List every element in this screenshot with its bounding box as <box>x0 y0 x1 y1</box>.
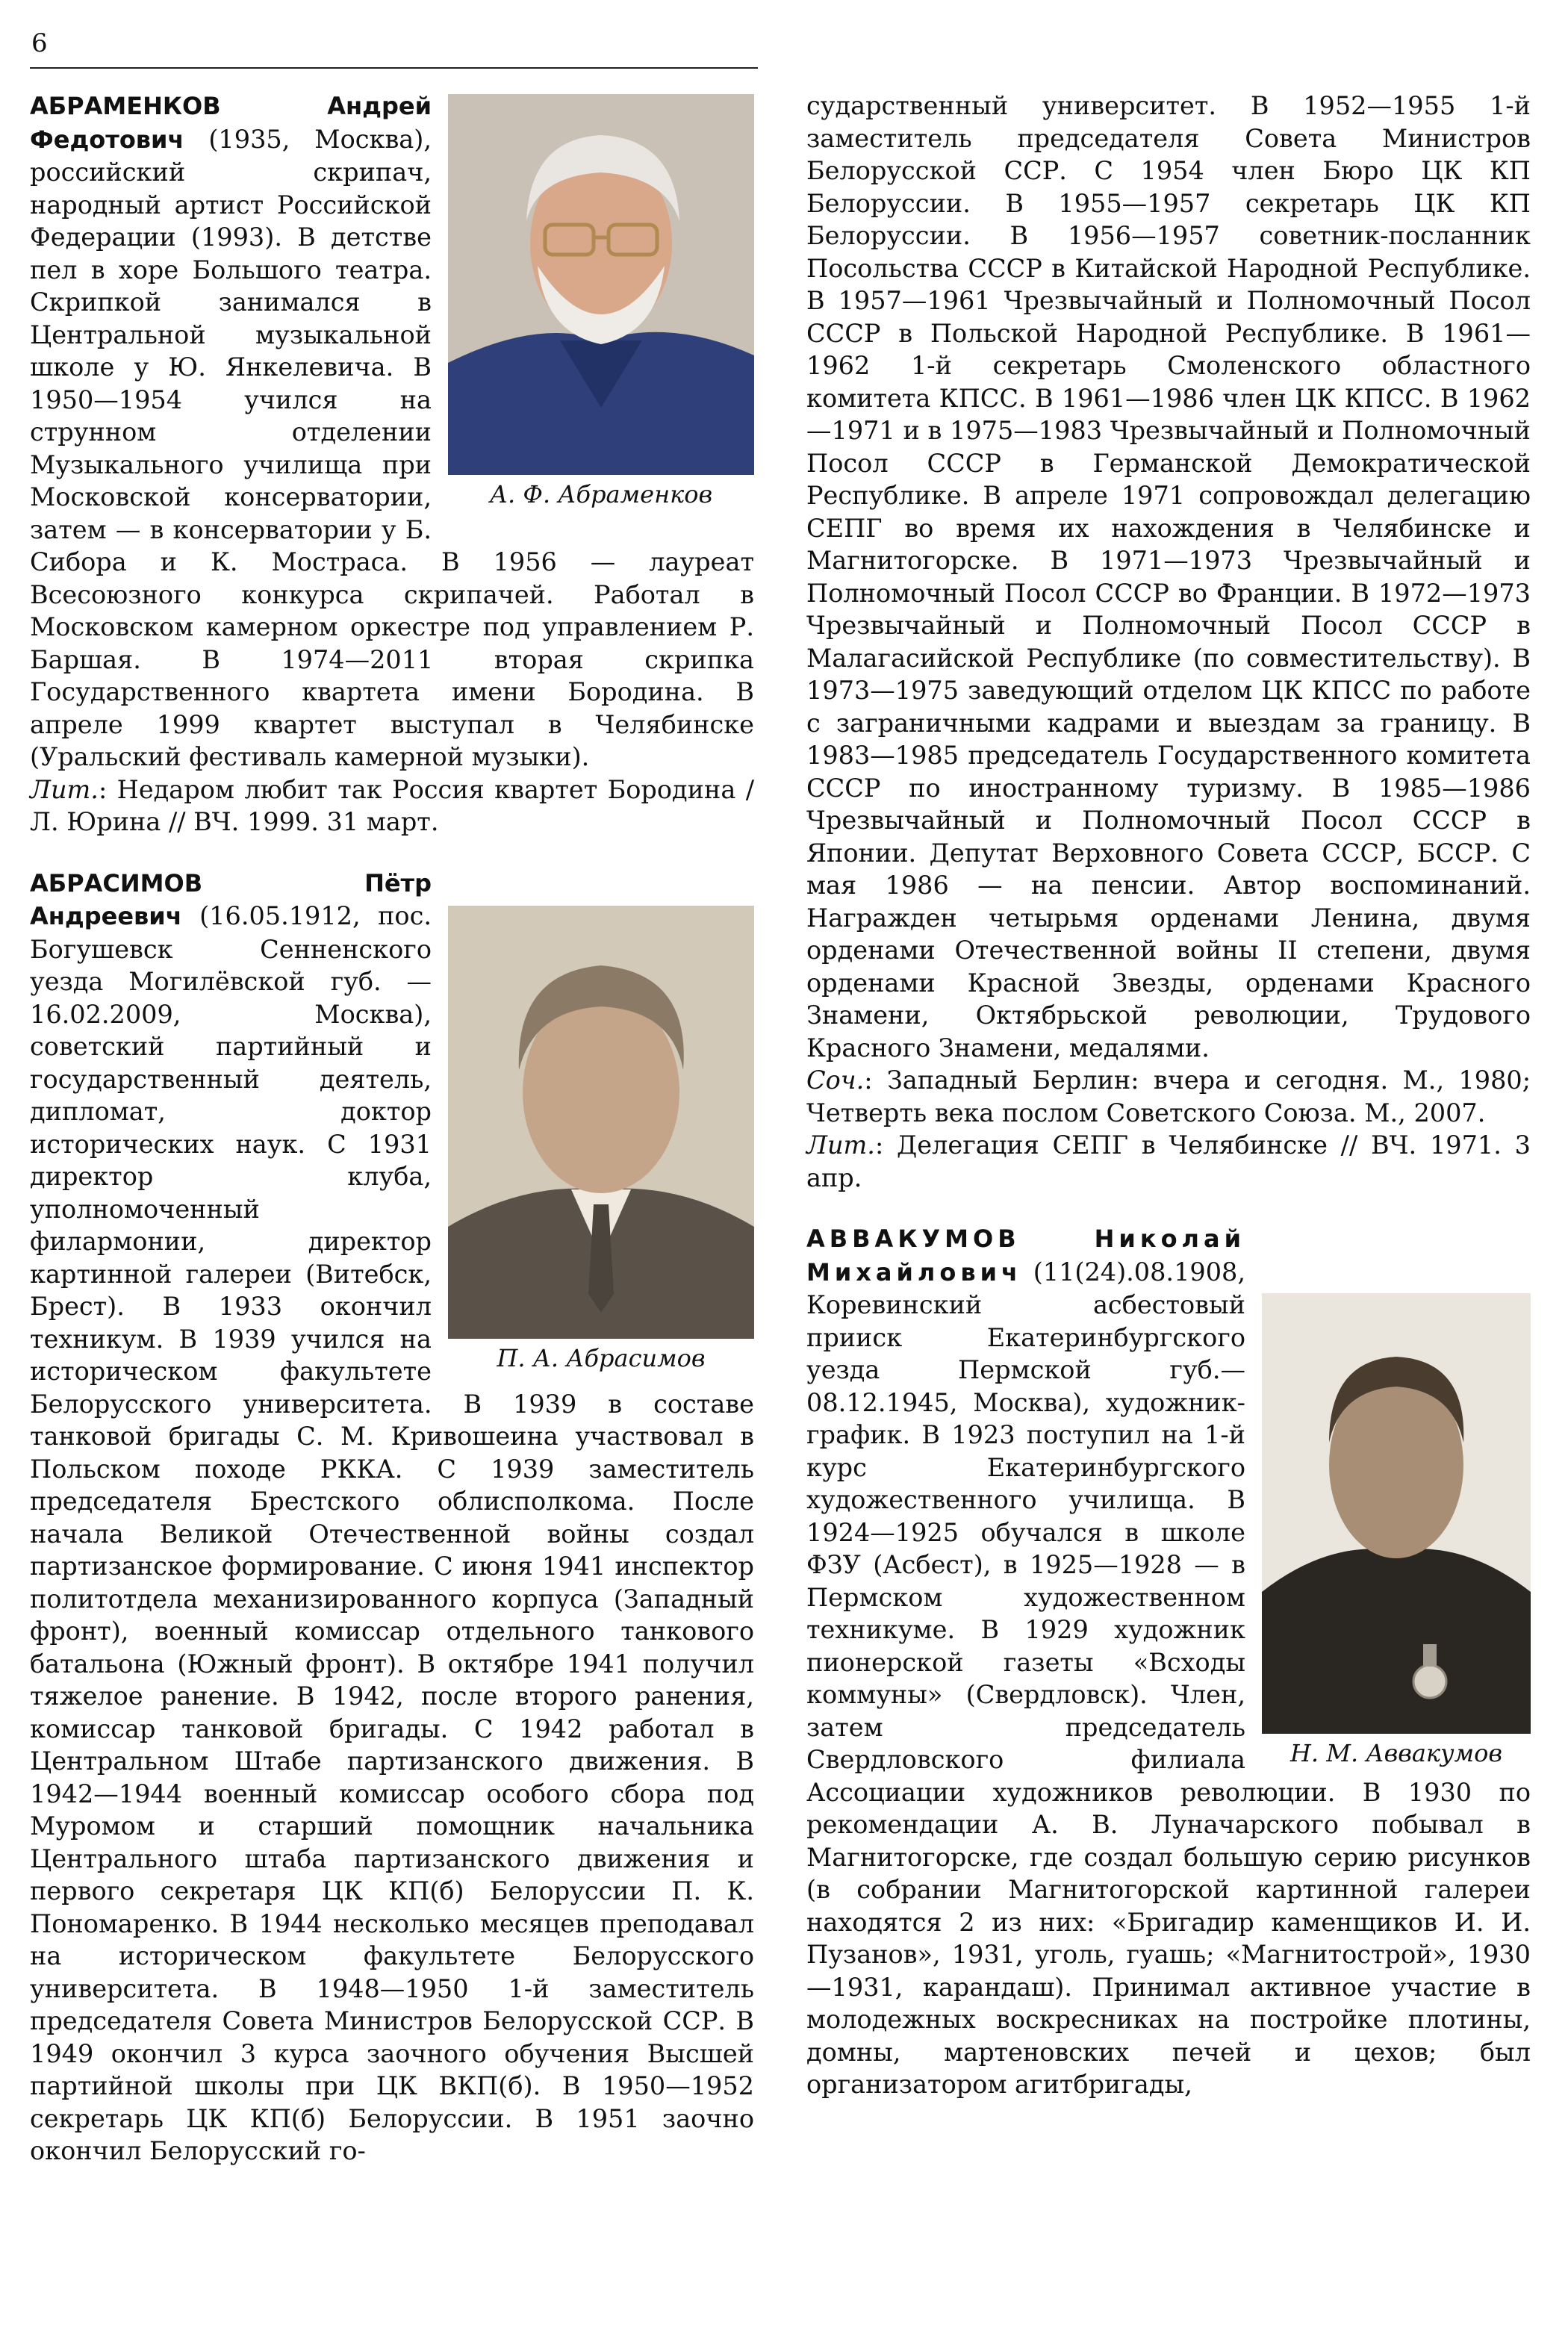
lit-text: : Делегация СЕПГ в Челябинске // ВЧ. 1971. 3 апр. <box>806 1130 1531 1192</box>
soch-label: Соч. <box>806 1065 865 1095</box>
lit-label: Лит. <box>806 1130 875 1160</box>
caption-avvakumov: Н. М. Аввакумов <box>1289 1739 1502 1767</box>
figure-avvakumov <box>1262 1293 1531 1768</box>
left-column <box>30 90 754 2168</box>
entry-text: (11(24).08.1908, Коревинский асбестовый прииск Екатеринбургского уезда Пермской губ.— 08.12.1945, Москва), художник-график. В 1923 поступил на 1-й курс Екатеринбургского художественного училища. В 1924—1925 обучался в школе ФЗУ (Асбест), в 1925—1928 — в Пермском художественном техникуме. В 1929 художник пионерской газеты «Всходы коммуны» (Свердловск). Член, затем председатель Свердловского филиала Ассоциации художников революции. В 1930 по рекомендации А. В. Луначарского побывал в Магнитогорске, где создал большую серию рисунков (в собрании Магнитогорской картинной галереи находятся 2 из них: «Бригадир каменщиков И. И. Пузанов», 1931, уголь, гуашь; «Магнитострой», 1930—1931, карандаш). Принимал активное участие в молодежных воскресниках на постройке плотины, домны, мартеновских печей и цехов; был организатором агитбригады, <box>806 1257 1531 2099</box>
right-column <box>806 90 1531 2101</box>
entry-name: АВВАКУМОВ Николай Михайлович <box>806 1225 1245 1287</box>
lit-label: Лит. <box>30 774 99 804</box>
entry-gap <box>806 1194 1531 1222</box>
entry-name: АБРАМЕНКОВ Андрей Федотович <box>30 92 432 154</box>
literature <box>806 1129 1531 1194</box>
portrait-abramenkov <box>448 94 754 475</box>
portrait-avvakumov <box>1262 1293 1531 1734</box>
portrait-abrasimov <box>448 906 754 1339</box>
page-number: 6 <box>31 28 48 58</box>
header-rule <box>30 67 758 69</box>
soch-text: : Западный Берлин: вчера и сегодня. М., 1980; Четверть века послом Советского Союза. М., 2007. <box>806 1065 1531 1127</box>
literature <box>30 774 754 839</box>
lit-text: : Недаром любит так Россия квартет Бородина / Л. Юрина // ВЧ. 1999. 31 март. <box>30 774 754 836</box>
entry-avvakumov <box>806 1222 1531 2101</box>
entry-gap <box>30 839 754 867</box>
entry-abramenkov <box>30 90 754 839</box>
entry-name: АБРАСИМОВ Пётр Андреевич <box>30 868 432 930</box>
caption-abrasimov: П. А. Абрасимов <box>497 1343 706 1372</box>
figure-abramenkov <box>448 94 754 509</box>
figure-abrasimov <box>448 906 754 1373</box>
entry-text: (1935, Москва), российский скрипач, народный артист Российской Федерации (1993). В детстве пел в хоре Большого театра. Скрипкой занимался в Центральной музыкальной школе у Ю. Янкелевича. В 1950—1954 учился на струнном отделении Музыкального училища при Московской консерватории, затем — в консерватории у Б. Сибора и К. Мостраса. В 1956 — лауреат Всесоюзного конкурса скрипачей. Работал в Московском камерном оркестре под управлением Р. Баршая. В 1974—2011 вторая скрипка Государственного квартета имени Бородина. В апреле 1999 квартет выступал в Челябинске (Уральский фестиваль камерной музыки). <box>30 124 754 771</box>
entry-text-continued: сударственный университет. В 1952—1955 1-й заместитель председателя Совета Министров Белорусской ССР. С 1954 член Бюро ЦК КП Белоруссии. В 1955—1957 секретарь ЦК КП Белоруссии. В 1956—1957 советник-посланник Посольства СССР в Китайской Народной Республике. В 1957—1961 Чрезвычайный и Полномочный Посол СССР в Польской Народной Республике. В 1961—1962 1-й секретарь Смоленского областного комитета КПСС. В 1961—1986 член ЦК КПСС. В 1962—1971 и в 1975—1983 Чрезвычайный и Полномочный Посол СССР в Германской Демократической Республике. В апреле 1971 сопровождал делегацию СЕПГ во время их нахождения в Челябинске и Магнитогорске. В 1971—1973 Чрезвычайный и Полномочный Посол СССР во Франции. В 1972—1973 Чрезвычайный и Полномочный Посол СССР в Малагасийской Республике (по совместительству). В 1973—1975 заведующий отделом ЦК КПСС по работе с заграничными кадрами и выездам за границу. В 1983—1985 председатель Государственного комитета СССР по иностранному туризму. В 1985—1986 Чрезвычайный и Полномочный Посол СССР в Японии. Депутат Верховного Совета СССР, БССР. С мая 1986 — на пенсии. Автор воспоминаний. Награжден четырьмя орденами Ленина, двумя орденами Отечественной войны II степени, двумя орденами Красной Звезды, орденами Красного Знамени, Октябрьской революции, Трудового Красного Знамени, медалями. <box>806 91 1531 1063</box>
works <box>806 1064 1531 1129</box>
entry-text: (16.05.1912, пос. Богушевск Сенненского уезда Могилёвской губ. — 16.02.2009, Москва), советский партийный и государственный деятель, дипломат, доктор исторических наук. С 1931 директор клуба, уполномоченный филармонии, директор картинной галереи (Витебск, Брест). В 1933 окончил техникум. В 1939 учился на историческом факультете Белорусского университета. В 1939 в составе танковой бригады С. М. Кривошеина участвовал в Польском походе РККА. С 1939 заместитель председателя Брестского облисполкома. После начала Великой Отечественной войны создал партизанское формирование. С июня 1941 инспектор политотдела механизированного корпуса (Западный фронт), военный комиссар отдельного танкового батальона (Южный фронт). В октябре 1941 получил тяжелое ранение. В 1942, после второго ранения, комиссар танковой бригады. С 1942 работал в Центральном Штабе партизанского движения. В 1942—1944 военный комиссар особого сбора под Муромом и старший помощник начальника Центрального штаба партизанского движения и первого секретаря ЦК КП(б) Белоруссии П. К. Пономаренко. В 1944 несколько месяцев преподавал на историческом факультете Белорусского университета. В 1948—1950 1-й заместитель председателя Совета Министров Белорусской ССР. В 1949 окончил 3 курса заочного обучения Высшей партийной школы при ЦК ВКП(б). В 1950—1952 секретарь ЦК КП(б) Белоруссии. В 1951 заочно окончил Белорусский го- <box>30 901 754 2165</box>
entry-abrasimov <box>30 867 754 2168</box>
entry-abrasimov-continued <box>806 90 1531 1194</box>
caption-abramenkov: А. Ф. Абраменков <box>489 480 713 508</box>
